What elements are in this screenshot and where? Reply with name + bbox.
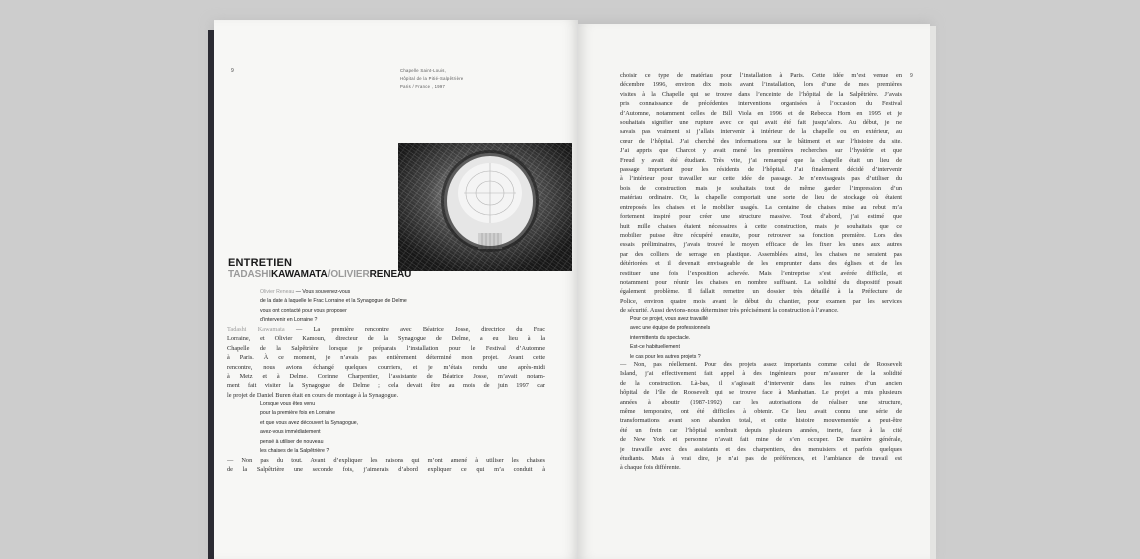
body-line: — Non, pas réellement. Pour des projets assez importants comme celui de Roosevelt <box>620 361 902 368</box>
body-line: de la construction. Là-bas, il s’agissait d’intervenir dans les ruines d’un ancien <box>620 379 902 387</box>
body-line: cœur de l’hôpital. J’ai cherché des informations sur le bâtiment et sur l’histoire du site. <box>620 137 902 145</box>
caption-line: Paris / France , 1997 <box>400 84 446 89</box>
body-line: de New York et personne n’avait fait mine de s’en occuper. De manière générale, <box>620 436 902 444</box>
question-line: le cas pour les autres projets ? <box>630 353 701 360</box>
question-line: pour la première fois en Lorraine <box>260 410 335 417</box>
body-line: d’Automne, notamment celles de Bill Viola en 1996 et de Rebecca Horn en 1995 et je <box>620 109 902 117</box>
question-line: vous ont contacté pour vous proposer <box>260 307 347 314</box>
answer-line: — Non pas du tout. Avant d’expliquer les raisons qui m’ont amené à utiliser les chaises <box>227 457 545 464</box>
body-line: années à aboutir (1987-1992) car les autorisations de réaliser une structure, <box>620 398 902 406</box>
body-line: matériau ordinaire. Or, la chapelle comportait une sorte de lieu de stockage où étaient <box>620 194 902 202</box>
name-separator: / <box>327 269 331 280</box>
answer-1 <box>227 325 545 400</box>
question-line: Pour ce projet, vous avez travaillé <box>630 316 708 322</box>
body-line: également problème. Il fallait remettre un dossier très détaillé à la Préfecture de <box>620 288 902 296</box>
page-stack-edge <box>930 26 936 559</box>
body-line: hôpital de l’île de Roosevelt qui se trouve face à Manhattan. Le projet a mis plusieurs <box>620 389 902 397</box>
body-line: transformations avant son abandon total, et cette histoire mouvementée a peut-être <box>620 417 902 425</box>
answer-2 <box>227 456 545 475</box>
body-line: décembre 1996, environ dix mois avant l’installation, lors d’une de mes premières <box>620 81 902 89</box>
answer-line: à Paris. À ce moment, je n’avais pas entièrement déterminé mon projet. Avant cette <box>227 354 545 362</box>
body-line: choisir ce type de matériau pour l’installation à Paris. Cette idée m’est venue en <box>620 72 902 79</box>
right-page <box>578 24 930 559</box>
answer-1-continued <box>620 71 902 316</box>
question-line: Lorsque vous êtes venu <box>260 401 316 407</box>
question-line: pensé à utiliser de nouveau <box>260 438 324 445</box>
body-line: à l’intérieur pour travailler sur cette idée de passage. Je n’envisageais pas d’utiliser du <box>620 175 902 183</box>
question-line: avec une équipe de professionnels <box>630 325 711 332</box>
body-line: même temporaire, ont été difficiles à obtenir. Ce lieu avait connu une série de <box>620 408 902 416</box>
body-line: de sécurité. Aussi devions-nous déterminer très précisément la construction à l’avance. <box>620 307 839 315</box>
answer-line: le projet de Daniel Buren était en cours de montage à la Synagogue. <box>227 391 399 399</box>
photo-dome-chairs-icon <box>398 143 572 271</box>
answer-line: Chapelle de la Salpêtrière lorsque je préparais l’installation pour le Festival d’Automne <box>227 344 545 352</box>
left-page <box>214 20 578 559</box>
question-line: et que vous avez découvert la Synagogue, <box>260 419 359 426</box>
body-line: étudiants. Mais à vrai dire, je n’ai pas de préférences, et l’ambiance de travail est <box>620 455 902 463</box>
question-line: avez-vous immédiatement <box>260 429 321 436</box>
body-line: été un frein car l’hôpital sombrait depuis plusieurs années, inerte, face à la cité <box>620 426 902 434</box>
body-line: mobilier puisse être récupéré ensuite, pour retrouver sa fonction première. Lors des <box>620 231 902 239</box>
body-line: huit mille chaises étaient nécessaires à cette construction, mais je souhaitais que ce <box>620 222 902 230</box>
body-line: fortement inspiré pour créer une structure massive. Tout d’abord, j’ai estimé que <box>620 213 902 221</box>
question-1 <box>260 288 407 326</box>
question-line: — Vous souvenez-vous <box>294 289 351 295</box>
answer-3 <box>620 360 902 473</box>
body-line: savais pas vraiment si j’allais intervenir à intérieur de la chapelle ou en extérieur, au <box>620 128 902 136</box>
body-line: restituer une fois l’exposition achevée. Mais l’entreprise s’est avérée difficile, et <box>620 269 902 277</box>
caption-line: Hôpital de la Pitié-Salpêtrière <box>400 76 464 81</box>
answer-line: à Metz et à Delme. Corinne Charpentier, l’assistante de Béatrice Josse, m’avait notam- <box>227 373 545 381</box>
body-line: notamment pour réunir les chaises en nombre suffisant. La solidité du dispositif posait <box>620 278 902 286</box>
question-line: les chaises de la Salpêtrière ? <box>260 448 330 455</box>
body-line: Island, j’ai effectivement fait appel à des ingénieurs pour m’assurer de la solidité <box>620 370 902 378</box>
body-line: J’ai appris que Charcot y avait mené les premières recherches sur l’hystérie et que <box>620 147 902 155</box>
body-line: détériorées et il devenait envisageable de les emprunter dans des églises et de les <box>620 260 902 268</box>
question-2 <box>260 400 358 456</box>
body-line: bois de construction mais je souhaitais tout de même garder l’impression d’un <box>620 184 902 192</box>
interview-names <box>228 269 411 280</box>
answer-line: rencontre, nous avions échangé quelques courriers, et je m’étais rendu une après-midi <box>227 363 545 371</box>
body-line: essais préliminaires, j’avais trouvé le moyen efficace de les fixer les unes aux autres <box>620 241 902 249</box>
body-line: entreposés les chaises et le mobilier usagés. La centaine de chaises mise au rebut m’a <box>620 203 902 211</box>
last-name-kawamata: KAWAMATA <box>271 269 328 280</box>
body-line: par des colliers de serrage en plastique. Assemblées ainsi, les chaises ne seraient pas <box>620 250 902 258</box>
body-line: visites à la Chapelle qui se trouve dans l’enceinte de l’hôpital de la Salpêtrière. J’avais <box>620 90 902 98</box>
answer-line: de la Salpêtrière une seconde fois, j’aimerais d’abord expliquer ce qui m’a conduit à <box>227 466 545 474</box>
body-line: Police, environ quatre mois avant le début du chantier, pour examen par les services <box>620 297 902 305</box>
question-line: de la date à laquelle le Frac Lorraine et la Synagogue de Delme <box>260 298 407 305</box>
last-name-reneau: RENEAU <box>369 269 412 280</box>
body-line: passage important pour les résidents de l’hôpital. J’ai finalement décidé d’intervenir <box>620 166 902 174</box>
question-line: d’intervenir en Lorraine ? <box>260 317 318 324</box>
question-line: Est-ce habituellement <box>630 344 680 351</box>
body-line: souhaitais signifier une rupture avec ce qui avait été fait jusqu’alors. Au début, je ne <box>620 119 902 127</box>
answer-line: Lorraine, et Olivier Kamoun, directeur de la Synagogue de Delme, a eu lieu à la <box>227 335 545 343</box>
first-name-kawamata: TADASHI <box>228 269 272 280</box>
body-line: Freud y avait été étudiant. Très vite, j’ai remarqué que la chapelle était un lieu de <box>620 156 902 164</box>
question-3 <box>630 315 710 362</box>
right-page-number: 9 <box>910 73 913 79</box>
interview-heading: ENTRETIEN <box>228 257 293 269</box>
speaker-kawamata: Tadashi Kawamata <box>227 326 285 333</box>
question-line: intermittents du spectacle. <box>630 334 691 341</box>
body-line: à chaque fois différente. <box>620 464 681 472</box>
photo-caption <box>400 67 464 91</box>
speaker-reneau: Olivier Reneau <box>260 289 295 295</box>
photo-dome-chairs <box>398 143 572 271</box>
left-page-number: 9 <box>231 68 234 74</box>
first-name-reneau: OLIVIER <box>330 269 370 280</box>
body-line: pris connaissance de précédentes interventions organisées à l’occasion du Festival <box>620 100 902 108</box>
caption-line: Chapelle Saint-Louis, <box>400 68 447 73</box>
answer-line: ment fait visiter la Synagogue de Delme ; cela devait être au mois de juin 1997 car <box>227 382 545 390</box>
body-line: je travaille avec des assistants et des charpentiers, des menuisiers et parfois quelques <box>620 445 902 453</box>
answer-line: — La première rencontre avec Béatrice Josse, directrice du Frac <box>284 326 545 333</box>
